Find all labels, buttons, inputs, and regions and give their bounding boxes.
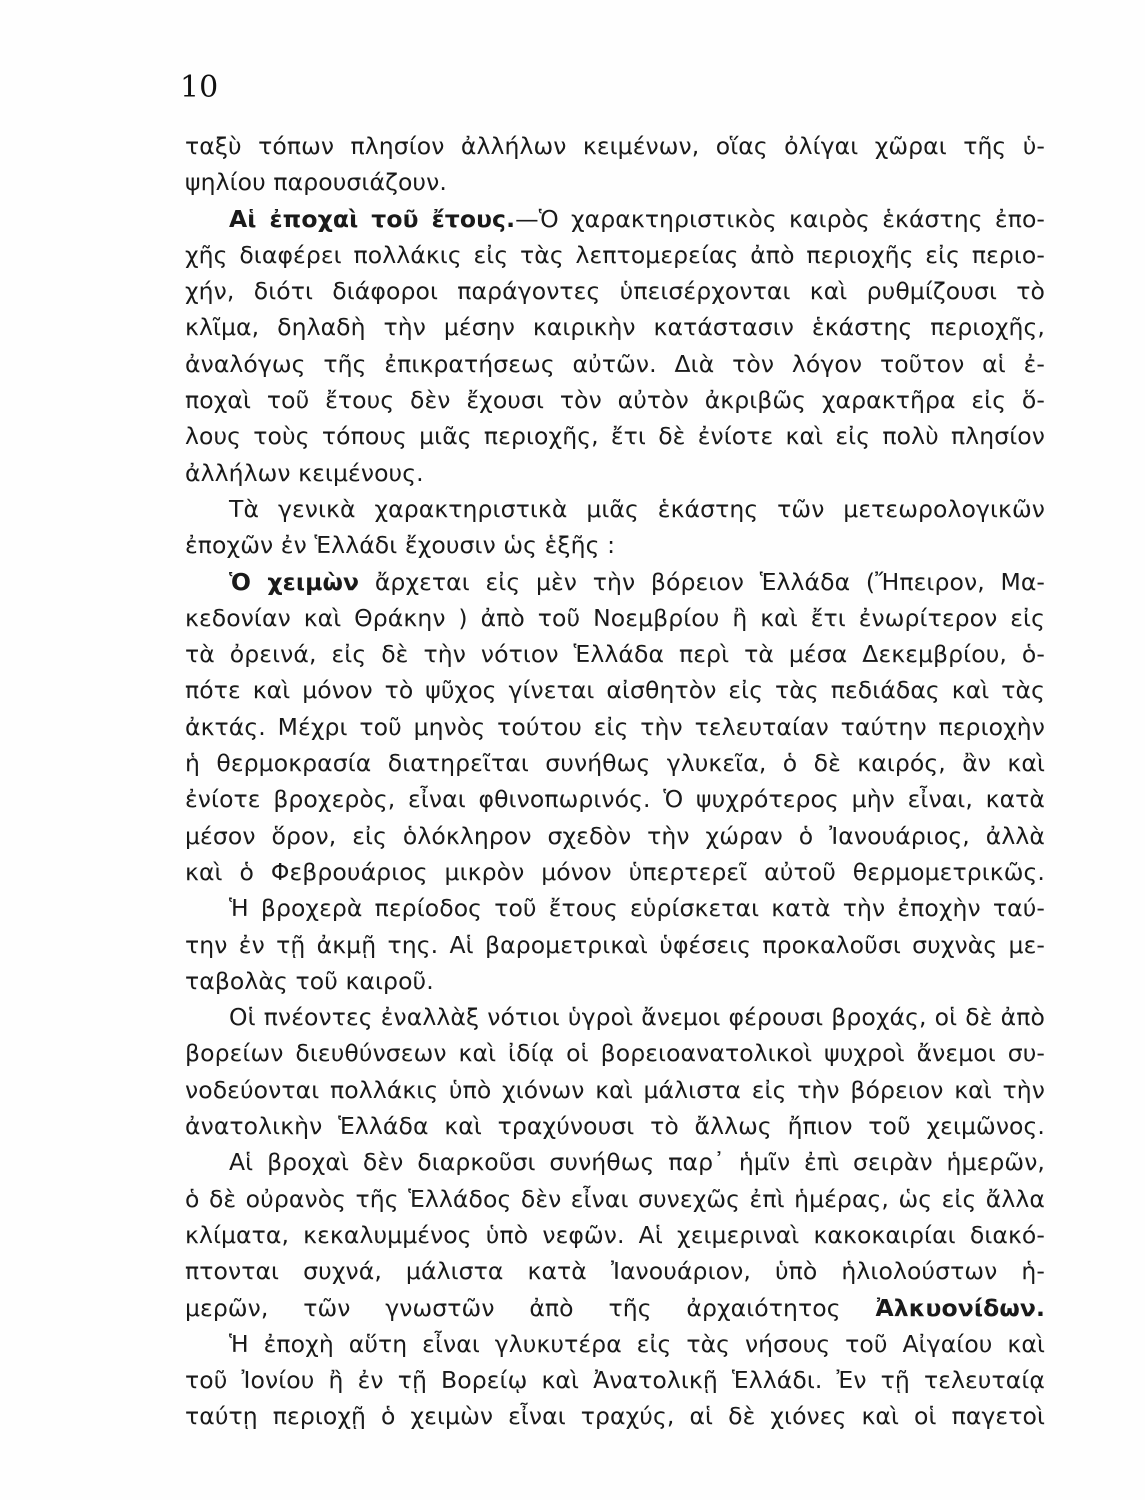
text-line <box>185 309 1045 345</box>
line-text: ἐποχῶν ἐν Ἑλλάδι ἔχουσιν ὡς ἑξῆς : <box>185 531 616 560</box>
line-text: ἡ θερμοκρασία διατηρεῖται συνήθως γλυκεῖα, ὁ δὲ καιρός, ἂν καὶ <box>185 749 1045 778</box>
line-text: ἄρχεται εἰς μὲν τὴν βόρειον Ἑλλάδα (Ἤπειρον, Μα- <box>359 567 1046 596</box>
line-text: ἀνατολικὴν Ἑλλάδα καὶ τραχύνουσι τὸ ἄλλως ἤπιον τοῦ χειμῶνος. <box>185 1112 1045 1141</box>
text-line <box>185 999 1045 1035</box>
text-line <box>185 927 1045 963</box>
line-text: καὶ ὁ Φεβρουάριος μικρὸν μόνον ὑπερτερεῖ αὐτοῦ θερμομετρικῶς. <box>185 857 1045 886</box>
text-line <box>185 527 1045 563</box>
text-line <box>185 600 1045 636</box>
text-line <box>185 164 1045 200</box>
line-text: Ἡ ἐποχὴ αὕτη εἶναι γλυκυτέρα εἰς τὰς νήσους τοῦ Αἰγαίου καὶ <box>229 1329 1045 1358</box>
bold-heading-text: Αἱ ἐποχαὶ τοῦ ἔτους. <box>229 204 516 233</box>
line-text: βορείων διευθύνσεων καὶ ἰδίᾳ οἱ βορειοανατολικοὶ ψυχροὶ ἄνεμοι συ- <box>185 1039 1045 1068</box>
line-text: Οἱ πνέοντες ἐναλλὰξ νότιοι ὑγροὶ ἄνεμοι φέρουσι βροχάς, οἱ δὲ ἀπὸ <box>229 1003 1045 1032</box>
text-line <box>185 1035 1045 1071</box>
text-line <box>185 636 1045 672</box>
line-text: ποχαὶ τοῦ ἔτους δὲν ἔχουσι τὸν αὐτὸν ἀκριβῶς χαρακτῆρα εἰς ὅ- <box>185 386 1045 415</box>
line-text: ἀλλήλων κειμένους. <box>185 458 424 487</box>
text-line <box>185 128 1045 164</box>
line-text: κεδονίαν καὶ Θράκην ) ἀπὸ τοῦ Νοεμβρίου ἢ καὶ ἔτι ἐνωρίτερον εἰς <box>185 603 1045 632</box>
text-line <box>185 1398 1045 1434</box>
line-text: ἐνίοτε βροχερὸς, εἶναι φθινοπωρινός. Ὁ ψυχρότερος μὴν εἶναι, κατὰ <box>185 785 1045 814</box>
text-line <box>185 564 1045 600</box>
line-text: Τὰ γενικὰ χαρακτηριστικὰ μιᾶς ἑκάστης τῶν μετεωρολογικῶν <box>229 494 1045 523</box>
line-text: μέσον ὅρον, εἰς ὁλόκληρον σχεδὸν τὴν χώραν ὁ Ἰανουάριος, ἀλλὰ <box>185 821 1045 850</box>
line-text: μερῶν, τῶν γνωστῶν ἀπὸ τῆς ἀρχαιότητος <box>185 1293 876 1322</box>
line-text: ὁ δὲ οὐρανὸς τῆς Ἑλλάδος δὲν εἶναι συνεχῶς ἐπὶ ἡμέρας, ὡς εἰς ἄλλα <box>185 1184 1045 1213</box>
page-number: 10 <box>180 70 219 105</box>
line-text: κλῖμα, δηλαδὴ τὴν μέσην καιρικὴν κατάστασιν ἑκάστης περιοχῆς, <box>185 313 1045 342</box>
bold-heading-text: Ἀλκυονίδων. <box>875 1293 1045 1322</box>
text-line <box>185 963 1045 999</box>
text-line <box>185 237 1045 273</box>
text-line <box>185 201 1045 237</box>
line-text: πτονται συχνά, μάλιστα κατὰ Ἰανουάριον, ὑπὸ ἡλιολούστων ἡ- <box>185 1257 1045 1286</box>
line-text: ψηλίου παρουσιάζουν. <box>185 168 447 197</box>
text-line <box>185 1326 1045 1362</box>
text-line <box>185 1362 1045 1398</box>
line-text: ταβολὰς τοῦ καιροῦ. <box>185 966 434 995</box>
text-line <box>185 1181 1045 1217</box>
line-text: ἀκτάς. Μέχρι τοῦ μηνὸς τούτου εἰς τὴν τελευταίαν ταύτην περιοχὴν <box>185 712 1045 741</box>
text-line <box>185 1072 1045 1108</box>
line-text: ταύτῃ περιοχῇ ὁ χειμὼν εἶναι τραχύς, αἱ δὲ χιόνες καὶ οἱ παγετοὶ <box>185 1402 1045 1431</box>
text-line <box>185 346 1045 382</box>
body-text <box>185 128 1045 1435</box>
text-line <box>185 672 1045 708</box>
text-line <box>185 781 1045 817</box>
text-line <box>185 418 1045 454</box>
line-text: —Ὁ χαρακτηριστικὸς καιρὸς ἑκάστης ἐπο- <box>515 204 1046 233</box>
line-text: κλίματα, κεκαλυμμένος ὑπὸ νεφῶν. Αἱ χειμεριναὶ κακοκαιρίαι διακό- <box>185 1220 1045 1249</box>
text-line <box>185 455 1045 491</box>
line-text: πότε καὶ μόνον τὸ ψῦχος γίνεται αἰσθητὸν εἰς τὰς πεδιάδας καὶ τὰς <box>185 676 1045 705</box>
text-line <box>185 818 1045 854</box>
line-text: τοῦ Ἰονίου ἢ ἐν τῇ Βορείῳ καὶ Ἀνατολικῇ Ἑλλάδι. Ἐν τῇ τελευταίᾳ <box>185 1366 1045 1395</box>
line-text: την ἐν τῇ ἀκμῇ της. Αἱ βαρομετρικαὶ ὑφέσεις προκαλοῦσι συχνὰς με- <box>185 930 1045 959</box>
line-text: λους τοὺς τόπους μιᾶς περιοχῆς, ἔτι δὲ ἐνίοτε καὶ εἰς πολὺ πλησίον <box>185 422 1045 451</box>
text-line <box>185 273 1045 309</box>
text-line <box>185 1144 1045 1180</box>
text-line <box>185 709 1045 745</box>
text-line <box>185 1217 1045 1253</box>
text-line <box>185 382 1045 418</box>
line-text: τὰ ὀρεινά, εἰς δὲ τὴν νότιον Ἑλλάδα περὶ τὰ μέσα Δεκεμβρίου, ὁ- <box>185 640 1045 669</box>
line-text: ταξὺ τόπων πλησίον ἀλλήλων κειμένων, οἵας ὀλίγαι χῶραι τῆς ὑ- <box>185 132 1045 160</box>
line-text: ἀναλόγως τῆς ἐπικρατήσεως αὐτῶν. Διὰ τὸν λόγον τοῦτον αἱ ἐ- <box>185 349 1045 378</box>
text-line <box>185 1290 1045 1326</box>
text-line <box>185 890 1045 926</box>
line-text: νοδεύονται πολλάκις ὑπὸ χιόνων καὶ μάλιστα εἰς τὴν βόρειον καὶ τὴν <box>185 1075 1045 1104</box>
text-line <box>185 1253 1045 1289</box>
text-line <box>185 491 1045 527</box>
bold-heading-text: Ὁ χειμὼν <box>229 567 360 596</box>
line-text: Ἡ βροχερὰ περίοδος τοῦ ἔτους εὑρίσκεται κατὰ τὴν ἐποχὴν ταύ- <box>229 894 1045 923</box>
line-text: χήν, διότι διάφοροι παράγοντες ὑπεισέρχονται καὶ ρυθμίζουσι τὸ <box>185 277 1045 306</box>
text-line <box>185 1108 1045 1144</box>
line-text: χῆς διαφέρει πολλάκις εἰς τὰς λεπτομερείας ἀπὸ περιοχῆς εἰς περιο- <box>185 240 1045 269</box>
line-text: Αἱ βροχαὶ δὲν διαρκοῦσι συνήθως παρ᾽ ἡμῖν ἐπὶ σειρὰν ἡμερῶν, <box>229 1148 1045 1177</box>
text-line <box>185 745 1045 781</box>
text-line <box>185 854 1045 890</box>
